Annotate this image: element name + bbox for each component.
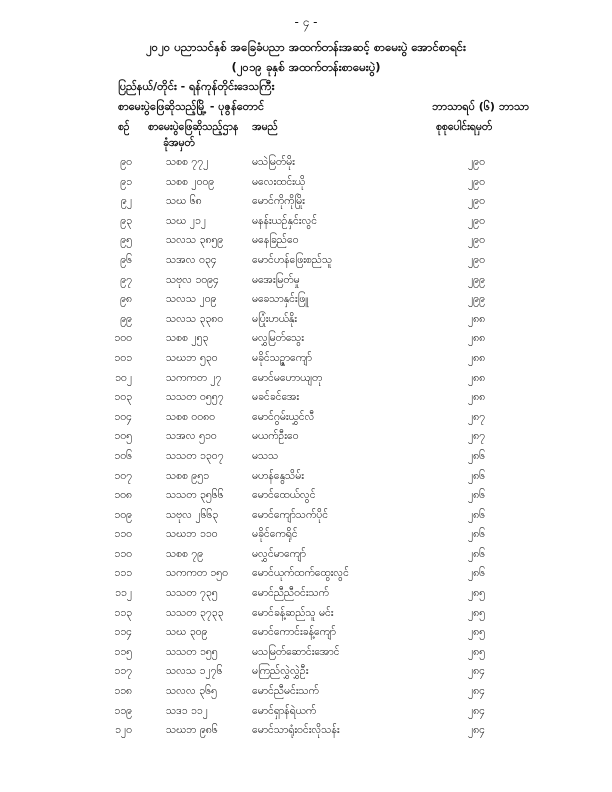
candidate-name: မောင်ကိုကိုမြိုး <box>252 195 305 208</box>
row-number: ၉၅ <box>120 234 132 247</box>
table-row <box>0 370 612 390</box>
row-number: ၉၃ <box>120 214 132 227</box>
table-row <box>0 546 612 566</box>
candidate-name: မအေးမြတ်မှု <box>252 273 300 286</box>
total-score: ၂၈၄ <box>468 724 486 737</box>
roll-number: သဒ၁ ၁၁၂ <box>166 704 208 717</box>
total-score: ၂၈၆ <box>468 508 486 521</box>
table-row <box>0 624 612 644</box>
table-row <box>0 232 612 252</box>
row-number: ၁၀၃ <box>114 391 132 404</box>
roll-number: သဗုလ ၂၆၆၃ <box>166 508 219 521</box>
row-number: ၁၀၉ <box>114 508 132 521</box>
table-row <box>0 565 612 585</box>
table-row <box>0 683 612 703</box>
total-score: ၂၉၀ <box>468 214 485 227</box>
total-score: ၂၉၀ <box>468 253 485 266</box>
table-row <box>0 605 612 625</box>
candidate-name: မသသ <box>252 449 279 462</box>
total-score: ၂၈၆ <box>468 449 486 462</box>
roll-number: သစစ ၂၅၃ <box>166 332 209 345</box>
total-score: ၂၈၈ <box>468 351 486 364</box>
total-score: ၂၈၈ <box>468 312 486 325</box>
row-number: ၁၀၅ <box>114 430 132 443</box>
candidate-name: မနန်းယဉ်နှင်းလွင် <box>252 214 318 227</box>
row-number: ၁၂၀ <box>115 724 132 737</box>
total-score: ၂၉၉ <box>468 273 485 286</box>
header-no: စဉ် <box>118 121 130 133</box>
roll-number: သဃဘ ၉၈၆ <box>166 724 218 737</box>
table-row <box>0 703 612 723</box>
candidate-name: မခေသာနှင်းဖြူ <box>252 293 309 306</box>
total-score: ၂၈၈ <box>468 391 486 404</box>
row-number: ၁၁၀ <box>114 547 132 560</box>
candidate-name: မောင်ထေယ်လွင် <box>252 489 316 502</box>
total-score: ၂၉၉ <box>468 293 485 306</box>
table-row <box>0 487 612 507</box>
row-number: ၉၁ <box>120 175 132 188</box>
table-row <box>0 174 612 194</box>
row-number: ၁၁၀ <box>114 528 132 541</box>
total-score: ၂၈၄ <box>468 704 486 717</box>
table-row <box>0 291 612 311</box>
table-row <box>0 468 612 488</box>
row-number: ၁၀၇ <box>114 469 132 482</box>
candidate-name: မလွှမြတ်သွေး <box>252 332 304 345</box>
row-number: ၁၀၈ <box>114 489 132 502</box>
roll-number: သသတ ၃၅၆၆ <box>166 489 224 502</box>
total-score: ၂၈၇ <box>468 410 486 423</box>
row-number: ၁၁၅ <box>114 645 132 658</box>
row-number: ၁၁၁ <box>114 567 132 580</box>
candidate-name: မကြည်လွှဲလွှဲဦး <box>252 665 309 678</box>
candidate-name: မောင်ခန့်ဆည်သူ မင်း <box>252 606 334 619</box>
table-row <box>0 448 612 468</box>
roll-number: သစစ ၇၉ <box>166 547 204 560</box>
table-row <box>0 272 612 292</box>
candidate-name: မောင်ကျော်သက်ပိုင် <box>252 508 329 521</box>
table-row <box>0 154 612 174</box>
results-list <box>0 154 612 742</box>
row-number: ၁၀၁ <box>114 351 132 364</box>
candidate-name: မောင်မဟောယျတု <box>252 371 323 384</box>
total-score: ၂၉၀ <box>468 175 485 188</box>
page-number: - ၄ - <box>294 15 318 29</box>
roll-number: သစစ ၀၀၈၀ <box>166 410 216 423</box>
candidate-name: မောင်ရှာန်ရဲယက် <box>252 704 317 717</box>
document-title: ၂၀၂၀ ပညာသင်နှစ် အခြေခံပညာ အထက်တန်းအဆင့် စာမေးပွဲ အောင်စာရင်း <box>146 40 466 54</box>
candidate-name: မောင်ညီညီဝင်းသက် <box>252 587 329 600</box>
candidate-name: မောင်ကောင်းခန့်ကျော် <box>252 626 336 639</box>
candidate-name: မနေခြည်ဝေ <box>252 234 299 247</box>
candidate-name: မဟန်နွေသိမ်း <box>252 469 304 482</box>
header-school: စာမေးပွဲဖြေဆိုသည့်ဌာန <box>148 121 239 133</box>
roll-number: သဗုလ ၁၀၉၄ <box>166 273 219 286</box>
row-number: ၁၁၈ <box>114 685 132 698</box>
table-row <box>0 428 612 448</box>
row-number: ၉၆ <box>120 253 132 266</box>
roll-number: သဃ ၆၈ <box>166 195 202 208</box>
table-row <box>0 663 612 683</box>
roll-number: သဃ ၃၀၉ <box>166 626 208 639</box>
roll-number: သလသ ၃၈၅၉ <box>166 234 224 247</box>
roll-number: သစစ ၇၇၂ <box>166 156 209 168</box>
total-score: ၂၈၆ <box>468 547 486 560</box>
table-row <box>0 350 612 370</box>
total-score: ၂၈၆ <box>468 489 486 502</box>
roll-number: သဃဘ ၅၃၀ <box>166 351 218 364</box>
row-number: ၁၁၇ <box>114 665 132 678</box>
candidate-name: မလွှင်မာကျော် <box>252 547 306 560</box>
row-number: ၁၁၂ <box>115 587 132 600</box>
table-row <box>0 644 612 664</box>
roll-number: သစစ ၂၀၀၉ <box>166 175 215 188</box>
row-number: ၉၉ <box>120 312 132 325</box>
total-score: ၂၈၆ <box>468 567 486 580</box>
total-score: ၂၈၅ <box>468 606 486 619</box>
roll-number: သအလ ၀၃၄ <box>166 253 217 266</box>
candidate-name: မခိုင်ကေရိုင် <box>252 528 298 541</box>
total-score: ၂၈၈ <box>468 371 486 384</box>
total-score: ၂၈၈ <box>468 332 486 345</box>
table-row <box>0 252 612 272</box>
row-number: ၁၀၀ <box>114 332 132 345</box>
document-subtitle: (၂၀၁၉ ခုနှစ် အထက်တန်းစာမေးပွဲ) <box>231 60 381 74</box>
roll-number: သကကတ ၂၇ <box>166 371 222 384</box>
row-number: ၁၀၆ <box>114 449 132 462</box>
table-row <box>0 585 612 605</box>
row-number: ၉၇ <box>120 273 132 286</box>
table-row <box>0 193 612 213</box>
header-name: အမည် <box>252 121 278 133</box>
region-line: ပြည်နယ်/တိုင်း - ရန်ကုန်တိုင်းဒေသကြီး <box>118 80 275 93</box>
table-row <box>0 507 612 527</box>
roll-number: သကကတ ၁၅၀ <box>166 567 228 580</box>
total-score: ၂၈၅ <box>468 587 486 600</box>
subject-count-line: ဘာသာရပ် (၆) ဘာသာ <box>432 100 530 113</box>
roll-number: သသတ ၁၅၅ <box>166 645 218 658</box>
total-score: ၂၈၅ <box>468 626 486 639</box>
candidate-name: မောင်ဟန်ဖြေးစည်သူ <box>252 253 333 266</box>
roll-number: သသတ ၁၃၀၇ <box>166 449 224 462</box>
header-roll-number: ခုံအမှတ် <box>163 137 195 149</box>
total-score: ၂၉၀ <box>468 195 485 208</box>
total-score: ၂၈၇ <box>468 430 486 443</box>
total-score: ၂၉၀ <box>468 156 485 168</box>
table-row <box>0 409 612 429</box>
roll-number: သလသ ၃၃၈၀ <box>166 312 224 325</box>
roll-number: သစစ ၉၅၁ <box>166 469 210 482</box>
candidate-name: မခင်ခင်အေး <box>252 391 300 404</box>
header-total: စုစုပေါင်းရမှတ် <box>436 121 493 133</box>
candidate-name: မောင်ညီမင်းသက် <box>252 685 319 698</box>
candidate-name: မောင်သာရုံးဝင်းလိုသန်း <box>252 724 340 737</box>
candidate-name: မပြုံးဟယ်နိုး <box>252 312 297 325</box>
roll-number: သသတ ၃၇၃၃ <box>166 606 224 619</box>
row-number: ၉၂ <box>120 195 132 208</box>
roll-number: သသတ ၀၅၅၇ <box>166 391 224 404</box>
roll-number: သဃ ၂၁၂ <box>166 214 206 227</box>
table-row <box>0 213 612 233</box>
candidate-name: မောင်ဂွမ်းယွှင်လီ <box>252 410 315 423</box>
row-number: ၁၀၄ <box>114 410 132 423</box>
row-number: ၁၁၉ <box>114 704 132 717</box>
row-number: ၁၁၃ <box>114 606 132 619</box>
table-row <box>0 311 612 331</box>
candidate-name: မသဲမြတ်မိုး <box>252 156 295 168</box>
row-number: ၉၈ <box>120 293 132 306</box>
table-row <box>0 330 612 350</box>
total-score: ၂၈၆ <box>468 528 486 541</box>
total-score: ၂၈၅ <box>468 645 486 658</box>
roll-number: သသတ ၇၃၅ <box>166 587 218 600</box>
total-score: ၂၈၄ <box>468 685 486 698</box>
exam-center-line: စာမေးပွဲဖြေဆိုသည့်မြို့ - ပုဇွန်တောင် <box>118 100 265 113</box>
total-score: ၂၈၆ <box>468 469 486 482</box>
row-number: ၉၀ <box>120 156 132 168</box>
table-row <box>0 722 612 742</box>
candidate-name: မခိုင်သဉ္ဇာကျော် <box>252 351 312 364</box>
table-row <box>0 389 612 409</box>
candidate-name: မယက်ဦးဝေ <box>252 430 299 443</box>
total-score: ၂၈၄ <box>468 665 486 678</box>
roll-number: သလလ ၃၆၅ <box>166 685 217 698</box>
candidate-name: မောင်ယုက်ထက်ထွေးလွင် <box>252 567 349 580</box>
row-number: ၁၀၂ <box>115 371 132 384</box>
roll-number: သဃဘ ၁၁၀ <box>166 528 218 541</box>
candidate-name: မလေးထင်းယို <box>252 175 306 188</box>
total-score: ၂၉၀ <box>468 234 485 247</box>
table-row <box>0 526 612 546</box>
roll-number: သအလ ၅၁၀ <box>166 430 217 443</box>
roll-number: သလသ ၁၂၇၆ <box>166 665 223 678</box>
row-number: ၁၁၄ <box>114 626 132 639</box>
roll-number: သလသ ၂၀၉ <box>166 293 217 306</box>
candidate-name: မသမြတ်ဆောင်းအောင် <box>252 645 340 658</box>
